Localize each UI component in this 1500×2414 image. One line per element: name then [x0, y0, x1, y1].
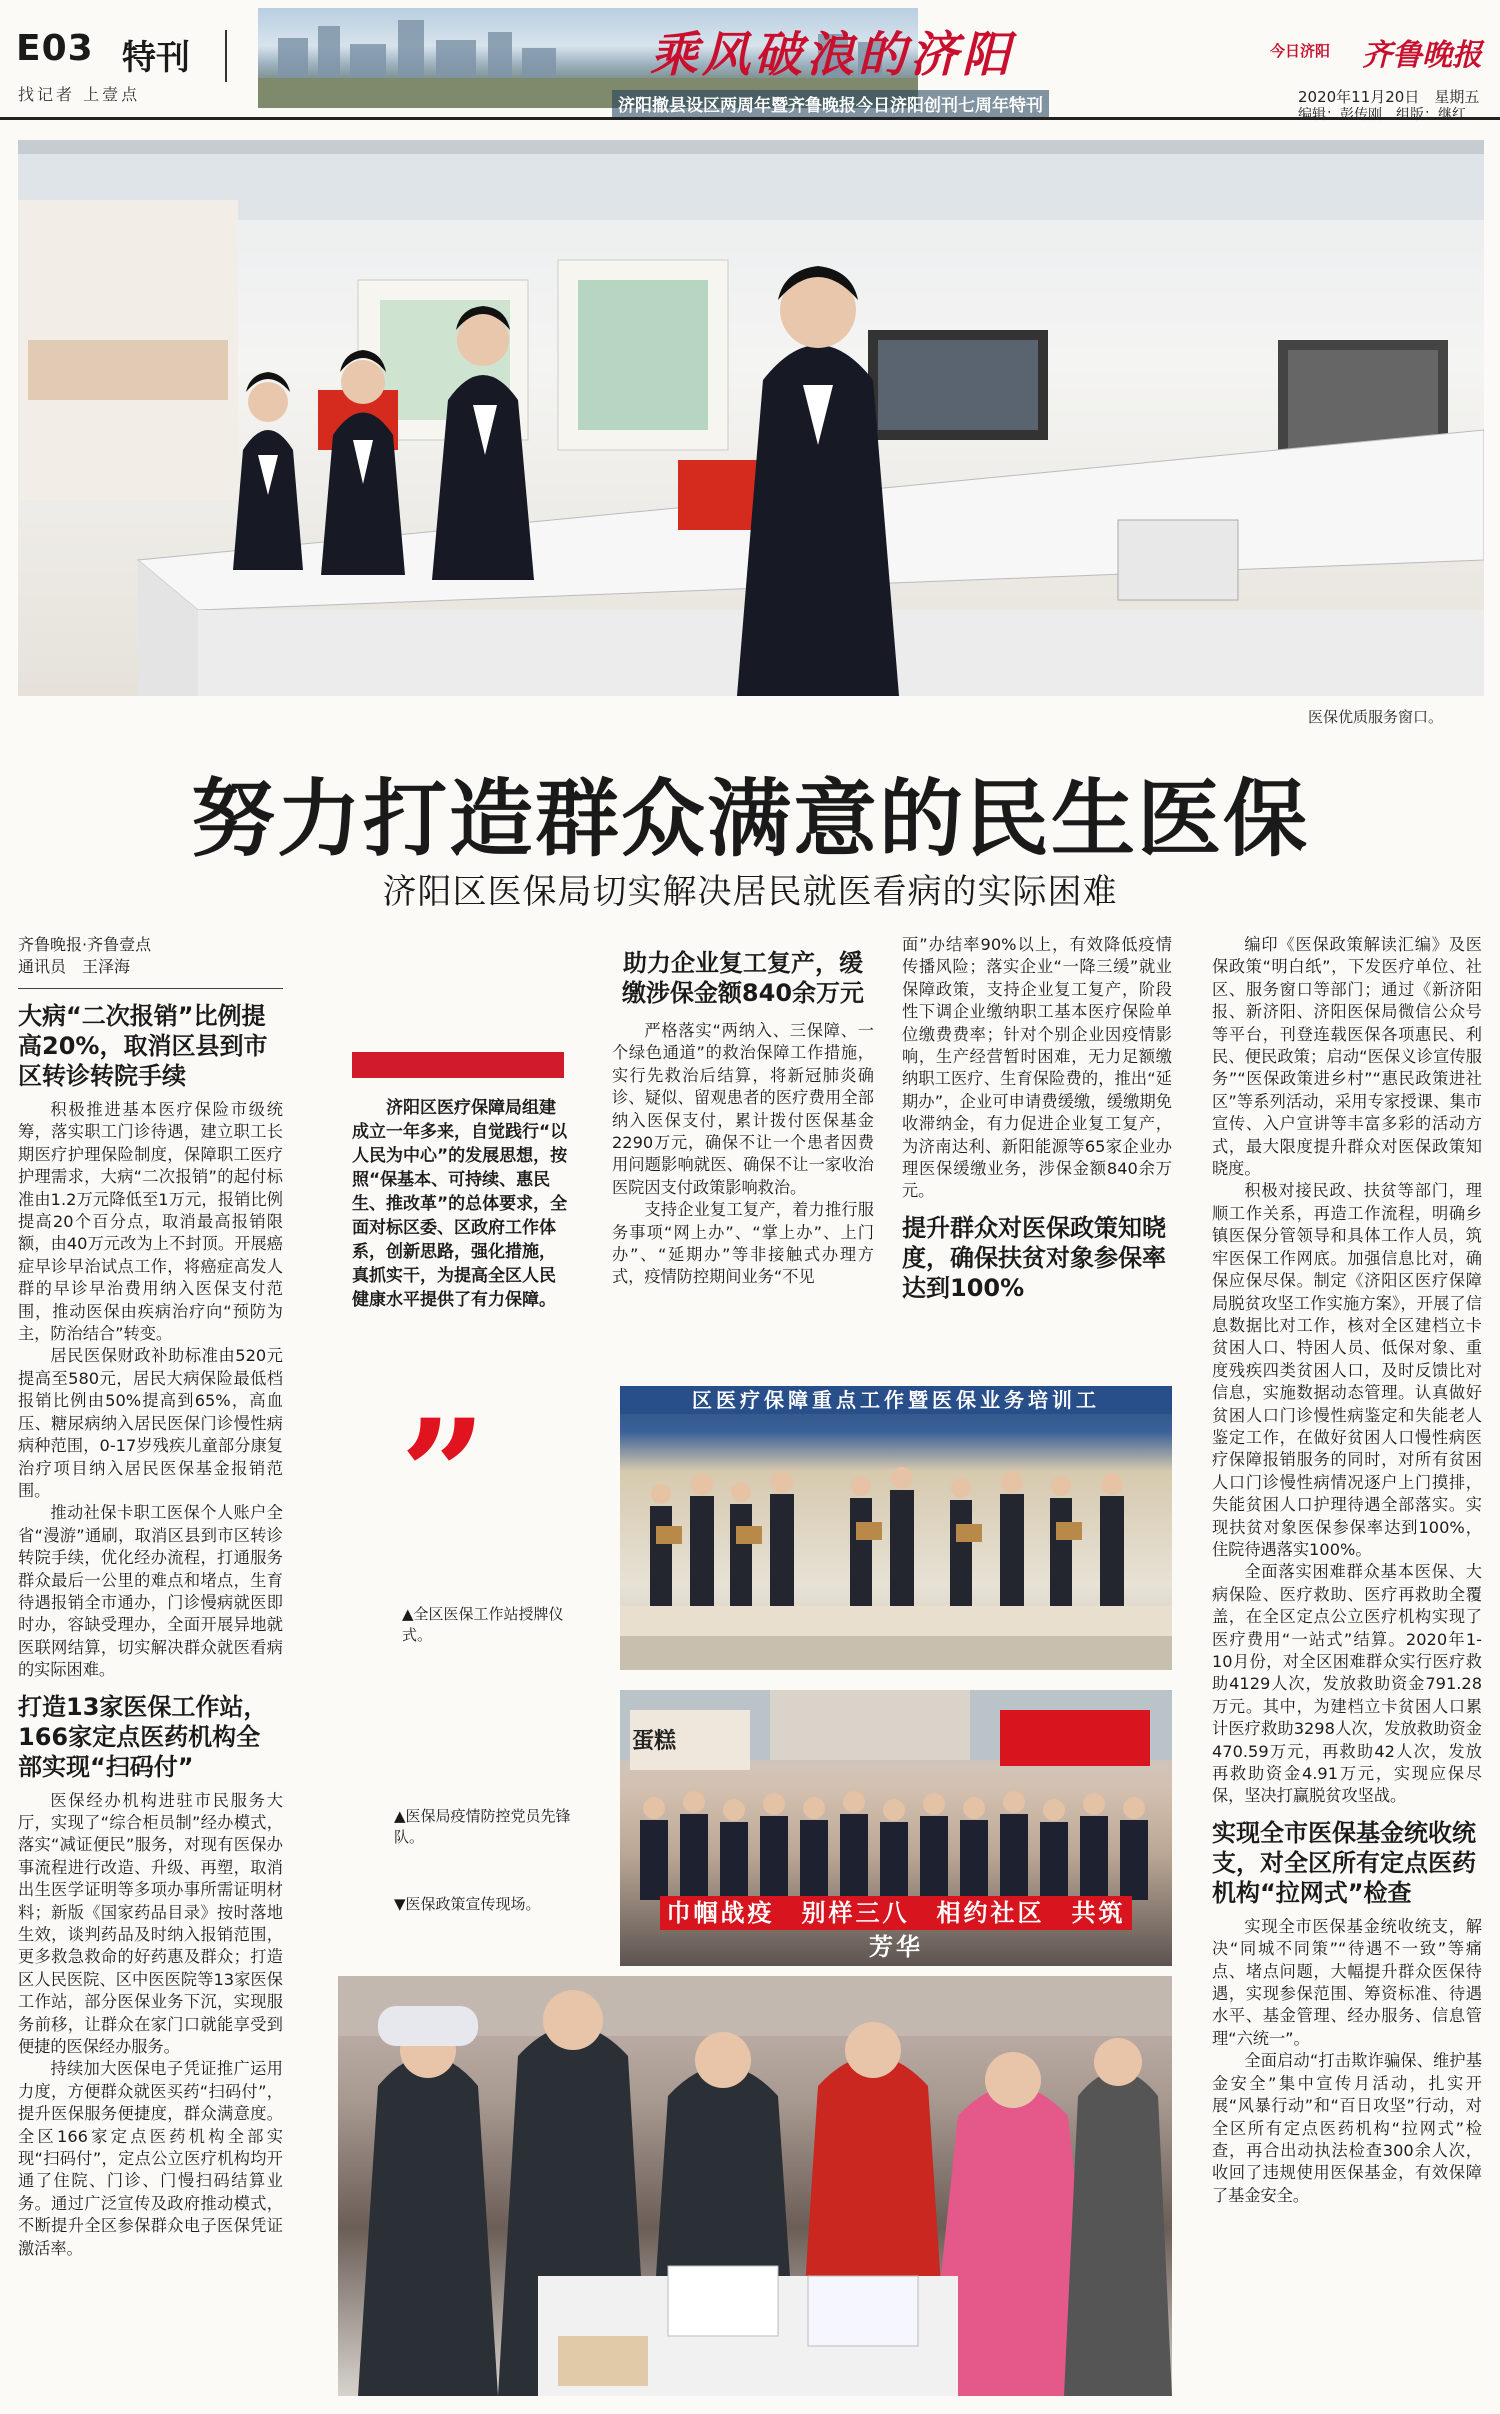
party-vanguard-photo: [620, 1690, 1172, 1966]
lead-accent-bar: [352, 1052, 564, 1078]
paragraph: 医保经办机构进驻市民服务大厅，实现了“综合柜员制”经办模式，落实“减证便民”服务，对现有医保办事流程进行改造、升级、再塑，取消出生医学证明等多项办事所需证明材料；新版《国家药品目录》按时落地生效，谈判药品及时纳入报销范围，更多救急救命的好药惠及群众；打造区人民医院、区中医医院等13家医保工作站，部分医保业务下沉，实现服务前移，让群众在家门口就能享受到便捷的医保经办服务。: [18, 1790, 283, 2057]
paper-logo: 齐鲁晚报: [1362, 38, 1482, 73]
paragraph: 居民医保财政补助标准由520元提高至580元，居民大病保险最低档报销比例由50%提高到65%，高血压、糖尿病纳入居民医保门诊慢性病病种范围，0-17岁残疾儿童部分康复治疗项目纳入居民医保基金报销范围。: [18, 1346, 283, 1500]
paragraph: 严格落实“两纳入、三保障、一个绿色通道”的救治保障工作措施，实行先救治后结算，将新冠肺炎确诊、疑似、留观患者的医疗费用全部纳入医保支付，累计拨付医保基金2290万元，确保不让一个患者因费用问题影响就医、确保不让一家收治医院因支付政策影响救治。: [612, 1021, 874, 1197]
sub-headline: 济阳区医保局切实解决居民就医看病的实际困难: [382, 872, 1118, 912]
header-divider: [225, 30, 227, 82]
service-window-illustration: [18, 140, 1484, 696]
shop-sign-text: 蛋糕: [632, 1729, 677, 1754]
promotion-illustration: [338, 1976, 1172, 2396]
photo-caption-1: ▲全区医保工作站授牌仪式。: [402, 1605, 564, 1644]
column-4: [902, 934, 1172, 1303]
section-heading-4: 提升群众对医保政策知晓度，确保扶贫对象参保率达到100%: [902, 1213, 1166, 1302]
byline-correspondent: 通讯员 王泽海: [18, 957, 131, 976]
section-heading-3: 助力企业复工复产，缓缴涉保金额840余万元: [621, 949, 865, 1007]
womens-day-banner: 巾帼战疫 别样三八 相约社区 共筑芳华: [660, 1896, 1132, 1930]
paragraph: 全面启动“打击欺诈骗保、维护基金安全”集中宣传月活动，扎实开展“风暴行动”和“百日攻坚”行动，对全区所有定点医药机构“拉网式”检查，再合出动执法检查300余人次，收回了违规使用医保基金，有效保障了基金安全。: [1212, 2051, 1482, 2205]
lead-paragraph: 济阳区医疗保障局组建成立一年多来，自觉践行“以人民为中心”的发展思想，按照“保基本、可持续、惠民生、推改革”的总体要求，全面对标区委、区政府工作体系，创新思路，强化措施，真抓实干，为提高全区人民健康水平提供了有力保障。: [352, 1098, 568, 1310]
paragraph: 推动社保卡职工医保个人账户全省“漫游”通刷，取消区县到市区转诊转院手续，优化经办流程，打通服务群众最后一公里的难点和堵点，生育待遇报销全市通办，门诊慢病就医即时办，容缺受理办，全面开展异地就医联网结算，切实解决群众就医看病的实际困难。: [18, 1503, 283, 1680]
byline-source: 齐鲁晚报·齐鲁壹点: [18, 935, 152, 954]
column-3: [612, 948, 874, 1289]
paragraph: 全面落实困难群众基本医保、大病保险、医疗救助、医疗再救助全覆盖，在全区定点公立医疗机构实现了医疗费用“一站式”结算。2020年1-10月份，对全区困难群众实行医疗救助4129人次，发放救助资金791.28万元。其中，为建档立卡贫困人口累计医疗救助3298人次，发放救助资金470.59万元，再救助42人次，发放再救助资金4.91万元，实现应保尽保，坚决打赢脱贫攻坚战。: [1212, 1562, 1482, 1806]
service-window-photo: [18, 140, 1484, 696]
photo-caption-2: ▲医保局疫情防控党员先锋队。: [394, 1807, 571, 1846]
ceremony-illustration: [620, 1386, 1172, 1670]
page-header: [0, 0, 1500, 123]
photo-caption-3: ▼医保政策宣传现场。: [394, 1895, 541, 1913]
paragraph: 编印《医保政策解读汇编》及医保政策“明白纸”，下发医疗单位、社区、服务窗口等部门；通过《新济阳报、新济阳、济阳医保局微信公众号等平台，刊登连载医保各项惠民、利民、便民政策；启动“医保义诊宣传服务”“医保政策进乡村”“惠民政策进社区”等系列活动，采用专家授课、集市宣传、入户宣讲等丰富多彩的活动方式，最大限度提升群众对医保政策知晓度。: [1212, 935, 1482, 1179]
paragraph: 持续加大医保电子凭证推广运用力度，方便群众就医买药“扫码付”，提升医保服务便捷度，群众满意度。全区166家定点医药机构全部实现“扫码付”，定点公立医疗机构均开通了住院、门诊、门慢扫码结算业务。通过广泛宣传及政府推动模式，不断提升全区参保群众电子医保凭证激活率。: [18, 2059, 283, 2258]
column-1: [18, 934, 283, 2260]
paragraph: 面”办结率90%以上，有效降低疫情传播风险；落实企业“一降三缓”就业保障政策，支持企业复工复产，阶段性下调企业缴纳职工基本医疗保险单位缴费费率；针对个别企业因疫情影响，生产经营暂时困难，无力足额缴纳职工医疗、生育保险费的，推出“延期办”，企业可申请费缓缴，缓缴期免收滞纳金，有力促进企业复工复产，为济南达利、新阳能源等65家企业办理医保缓缴业务，涉保金额840余万元。: [902, 935, 1172, 1201]
paragraph: 积极推进基本医疗保险市级统筹，落实职工门诊待遇，建立职工长期医疗护理保险制度，保障职工医疗护理需求，大病“二次报销”的起付标准由1.2万元降低至1万元，报销比例提高20个百分点，取消最高报销限额，由40万元改为上不封顶。开展癌症早诊早治试点工作，将癌症高发人群的早诊早治费用纳入医保支付范围，推动医保由疾病治疗向“预防为主，防治结合”转变。: [18, 1100, 283, 1344]
section-heading-2: 打造13家医保工作站，166家定点医药机构全部实现“扫码付”: [18, 1692, 268, 1781]
column-5: [1212, 934, 1482, 2207]
paragraph: 支持企业复工复产，着力推行服务事项“网上办”、“掌上办”、上门办”、“延期办”等非接触式办理方式，疫情防控期间业务“不见: [612, 1200, 874, 1287]
policy-promotion-photo: [338, 1976, 1172, 2396]
paragraph: 实现全市医保基金统收统支，解决“同城不同策”“待遇不一致”等痛点、堵点问题，大幅提升群众医保待遇，实现参保范围、筹资标准、待遇水平、基金管理、经办服务、信息管理“六统一”。: [1212, 1916, 1482, 2048]
editor-credits: 编辑：彭传刚 组版：继红: [1298, 107, 1466, 123]
byline-rule: [18, 988, 283, 989]
special-issue-banner: 乘风破浪的济阳: [650, 27, 1015, 83]
training-banner: 区医疗保障重点工作暨医保业务培训工: [620, 1386, 1172, 1414]
paper-name: 今日济阳: [1270, 42, 1331, 60]
main-headline: 努力打造群众满意的民生医保: [190, 769, 1309, 868]
training-ceremony-photo: [620, 1386, 1172, 1670]
header-tagline: 找记者 上壹点: [18, 85, 141, 104]
issue-date: 2020年11月20日 星期五: [1298, 88, 1480, 106]
column-2: [352, 1096, 568, 1312]
page-number: E03: [16, 28, 94, 69]
paragraph: 积极对接民政、扶贫等部门，理顺工作关系，再造工作流程，明确乡镇医保分管领导和具体工作人员，筑牢医保工作网底。加强信息比对，确保应保尽保。制定《济阳区医疗保障局脱贫攻坚工作实施方案》，开展了信息数据比对工作，核对全区建档立卡贫困人口、特困人员、低保对象、重度残疾四类贫困人口，及时反馈比对信息，实施数据动态管理。认真做好贫困人口门诊慢性病鉴定和失能老人鉴定工作，在做好贫困人口慢性病医疗保障报销服务的同时，对所有贫困人口门诊慢性病情况逐户上门摸排，失能贫困人口护理待遇全部落实。实现扶贫对象医保参保率达到100%，住院待遇落实100%。: [1212, 1181, 1482, 1559]
section-title: 特刊: [122, 38, 190, 78]
section-heading-1: 大病“二次报销”比例提高20%，取消区县到市区转诊转院手续: [18, 1002, 268, 1090]
top-photo-caption: 医保优质服务窗口。: [1308, 708, 1444, 726]
quote-mark-icon: ”: [400, 1387, 487, 1563]
special-issue-subtitle: 济阳撤县设区两周年暨齐鲁晚报今日济阳创刊七周年特刊: [612, 90, 1049, 117]
section-heading-5: 实现全市医保基金统收统支，对全区所有定点医药机构“拉网式”检查: [1212, 1818, 1476, 1907]
